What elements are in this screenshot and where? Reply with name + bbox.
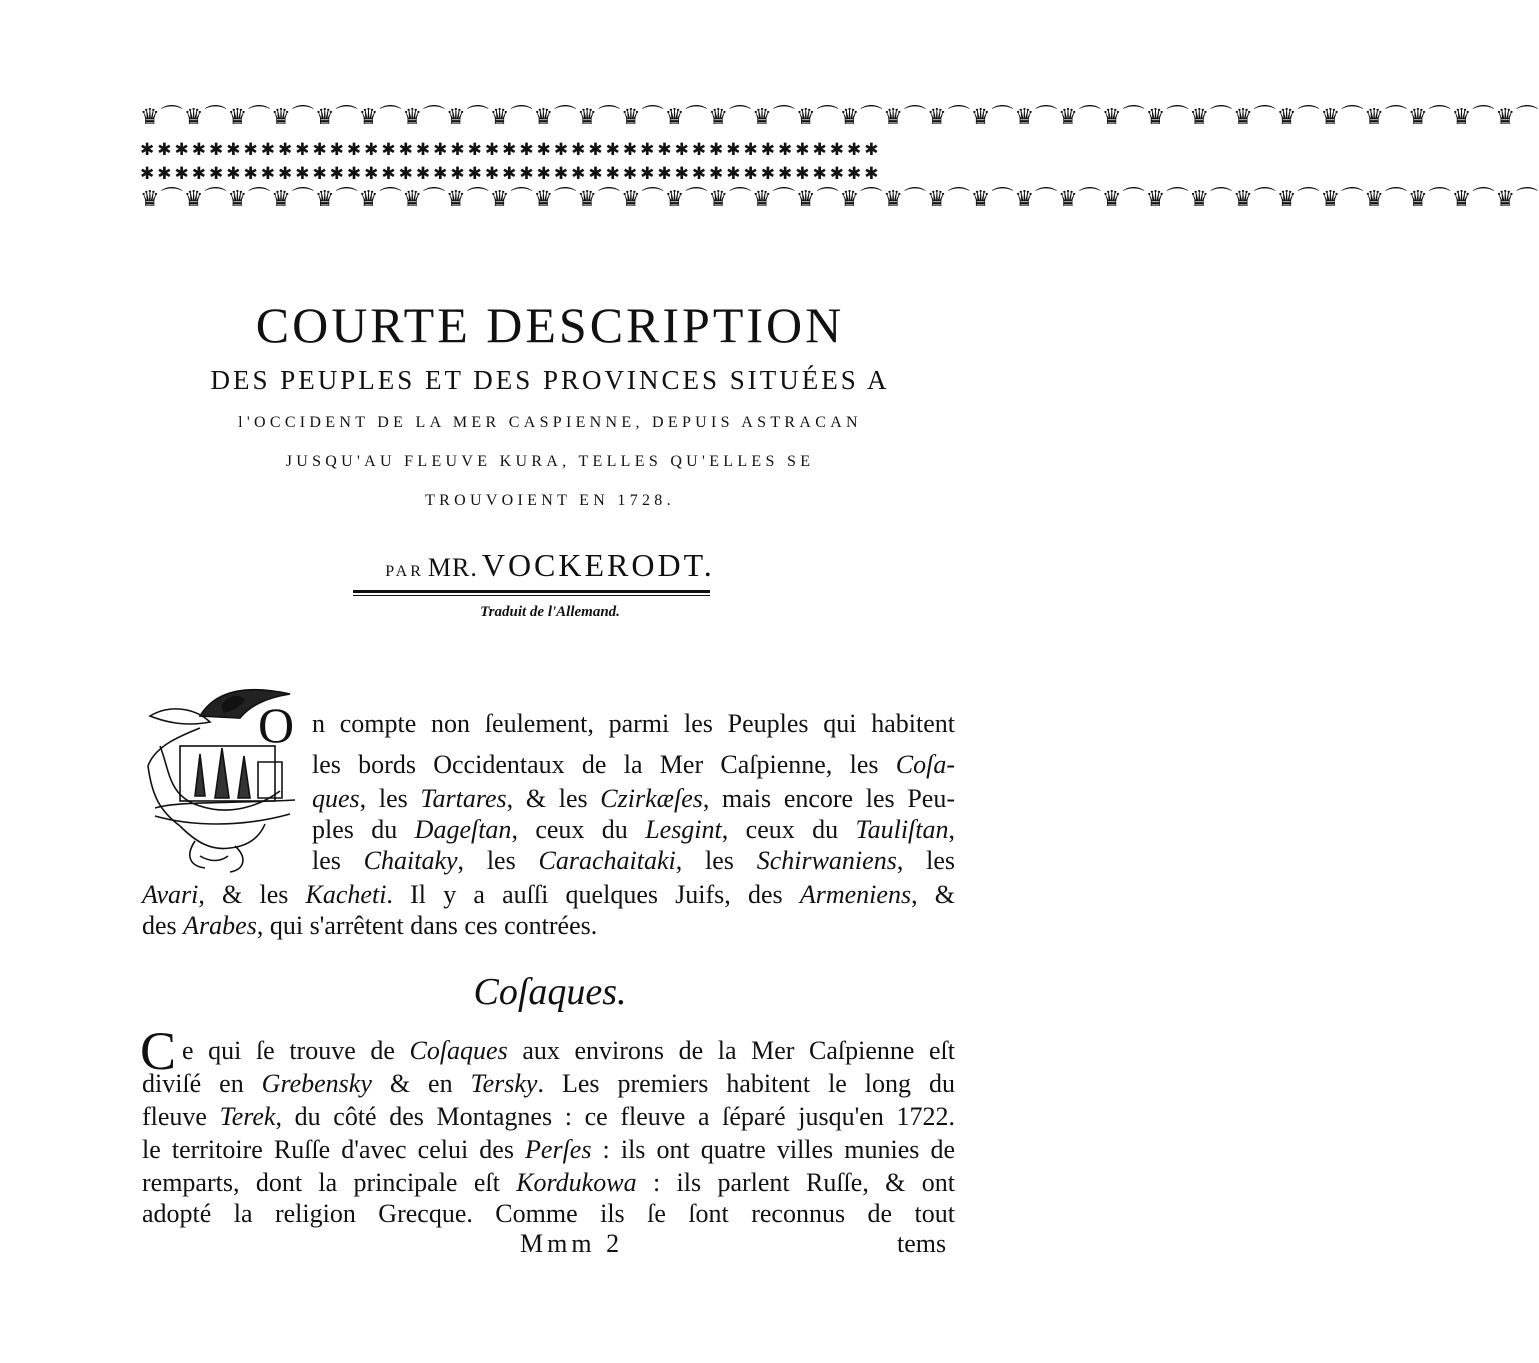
subtitle-line-3: JUSQU'AU FLEUVE KURA, TELLES QU'ELLES SE — [285, 453, 815, 470]
text-run: : ils ont quatre villes munies de — [591, 1135, 955, 1164]
text-run: les — [312, 846, 364, 875]
byline-par: PAR — [385, 563, 424, 580]
italic-run: Grebensky — [261, 1069, 372, 1098]
text-run: , & les — [198, 880, 306, 909]
italic-run: Tauliſtan — [855, 815, 949, 844]
intro-line-4 — [312, 814, 955, 845]
text-run: , les — [896, 846, 955, 875]
italic-run: ques — [312, 784, 360, 813]
section-line-4 — [142, 1134, 955, 1165]
intro-line-3 — [312, 783, 955, 814]
text-run: , ceux du — [721, 815, 856, 844]
star-ornament-row-1: ✱✱✱✱✱✱✱✱✱✱✱✱✱✱✱✱✱✱✱✱✱✱✱✱✱✱✱✱✱✱✱✱✱✱✱✱✱✱✱✱✱✱✱ — [140, 140, 882, 160]
author-name: VOCKERODT. — [481, 547, 715, 583]
text-run: , les — [675, 846, 757, 875]
byline-mr: MR. — [427, 553, 478, 582]
text-run: , les — [457, 846, 539, 875]
intro-line-2 — [312, 749, 955, 780]
text-run: diviſé en — [142, 1069, 262, 1098]
text-run: & en — [371, 1069, 471, 1098]
italic-run: Kacheti — [305, 880, 387, 909]
ornamental-header-border — [140, 102, 1539, 214]
italic-run: Avari — [142, 880, 199, 909]
catchword: tems — [897, 1229, 947, 1258]
text-run: , les — [359, 784, 421, 813]
italic-run: Armeniens — [799, 880, 912, 909]
section-line-6 — [142, 1198, 955, 1229]
text-run: , qui s'arrêtent dans ces contrées. — [256, 911, 598, 940]
italic-run: Arabes — [183, 911, 257, 940]
section-heading: Coſaques. — [473, 971, 627, 1013]
crown-ornament-row-top: ♛⌒♛⌒♛⌒♛⌒♛⌒♛⌒♛⌒♛⌒♛⌒♛⌒♛⌒♛⌒♛⌒♛⌒♛⌒♛⌒♛⌒♛⌒♛⌒♛⌒♛⌒♛⌒♛⌒♛⌒♛⌒♛⌒♛⌒♛⌒♛⌒♛⌒♛⌒♛⌒ — [140, 105, 1539, 130]
text-run: . Il y a auſſi quelques Juifs, des — [386, 880, 800, 909]
intro-line-6 — [142, 879, 955, 910]
italic-run: Carachaitaki — [538, 846, 676, 875]
text-run: , mais encore les Peu- — [702, 784, 955, 813]
italic-run: Terek — [219, 1102, 276, 1131]
intro-drop-cap: O — [258, 697, 295, 753]
signature-mark: Mmm 2 — [520, 1229, 624, 1258]
text-run: fleuve — [142, 1102, 220, 1131]
text-run: adopté la religion Grecque. Comme ils ſe ſont reconnus de tout — [142, 1199, 955, 1228]
text-run: e qui ſe trouve de — [182, 1036, 410, 1065]
text-run: le territoire Ruſſe d'avec celui des — [142, 1135, 526, 1164]
text-run: , — [948, 815, 955, 844]
italic-run: Lesgint — [645, 815, 722, 844]
intro-line-7 — [142, 910, 955, 941]
subtitle-line-1: DES PEUPLES ET DES PROVINCES SITUÉES A — [210, 365, 890, 395]
text-run: , ceux du — [511, 815, 646, 844]
italic-run: Coſa- — [895, 750, 955, 779]
divider-rule — [353, 590, 710, 593]
section-line-3 — [142, 1101, 955, 1132]
section-line-2 — [142, 1068, 955, 1099]
text-run: aux environs de la Mer Caſpienne eſt — [507, 1036, 955, 1065]
crown-ornament-row-bottom: ♛⌒♛⌒♛⌒♛⌒♛⌒♛⌒♛⌒♛⌒♛⌒♛⌒♛⌒♛⌒♛⌒♛⌒♛⌒♛⌒♛⌒♛⌒♛⌒♛⌒♛⌒♛⌒♛⌒♛⌒♛⌒♛⌒♛⌒♛⌒♛⌒♛⌒♛⌒♛⌒ — [140, 187, 1539, 212]
italic-run: Schirwaniens — [756, 846, 897, 875]
italic-run: Perſes — [525, 1135, 592, 1164]
author-byline — [0, 545, 1100, 592]
italic-run: Tersky — [470, 1069, 538, 1098]
text-run: ples du — [312, 815, 415, 844]
text-run: , & — [911, 880, 955, 909]
text-run: . Les premiers habitent le long du — [537, 1069, 955, 1098]
italic-run: Chaitaky — [363, 846, 458, 875]
star-ornament-row-2: ✱✱✱✱✱✱✱✱✱✱✱✱✱✱✱✱✱✱✱✱✱✱✱✱✱✱✱✱✱✱✱✱✱✱✱✱✱✱✱✱✱✱✱ — [140, 164, 882, 184]
italic-run: Tartares — [420, 784, 507, 813]
section-drop-cap: C — [140, 1021, 177, 1081]
text-run: : ils parlent Ruſſe, & ont — [636, 1168, 955, 1197]
text-run: n compte non ſeulement, parmi les Peuples qui habitent — [312, 709, 955, 738]
italic-run: Kordukowa — [516, 1168, 637, 1197]
text-run: , & les — [506, 784, 601, 813]
subtitle-line-4: TROUVOIENT EN 1728. — [425, 492, 675, 509]
italic-run: Dageſtan — [414, 815, 512, 844]
intro-line-5 — [312, 845, 955, 876]
section-line-5 — [142, 1167, 955, 1198]
text-run: , du côté des Montagnes : ce fleuve a ſéparé jusqu'en 1722. — [275, 1102, 955, 1131]
page-title: COURTE DESCRIPTION — [255, 297, 845, 353]
text-run: les bords Occidentaux de la Mer Caſpienne, les — [312, 750, 896, 779]
subtitle-line-2: l'OCCIDENT DE LA MER CASPIENNE, DEPUIS ASTRACAN — [238, 414, 862, 431]
text-run: remparts, dont la principale eſt — [142, 1168, 517, 1197]
divider-rule-thin — [353, 595, 710, 596]
section-line-1 — [182, 1035, 955, 1066]
text-run: des — [142, 911, 184, 940]
intro-line-1 — [312, 708, 955, 739]
italic-run: Czirkæſes — [600, 784, 703, 813]
translation-note: Traduit de l'Allemand. — [480, 604, 620, 620]
italic-run: Coſaques — [409, 1036, 508, 1065]
